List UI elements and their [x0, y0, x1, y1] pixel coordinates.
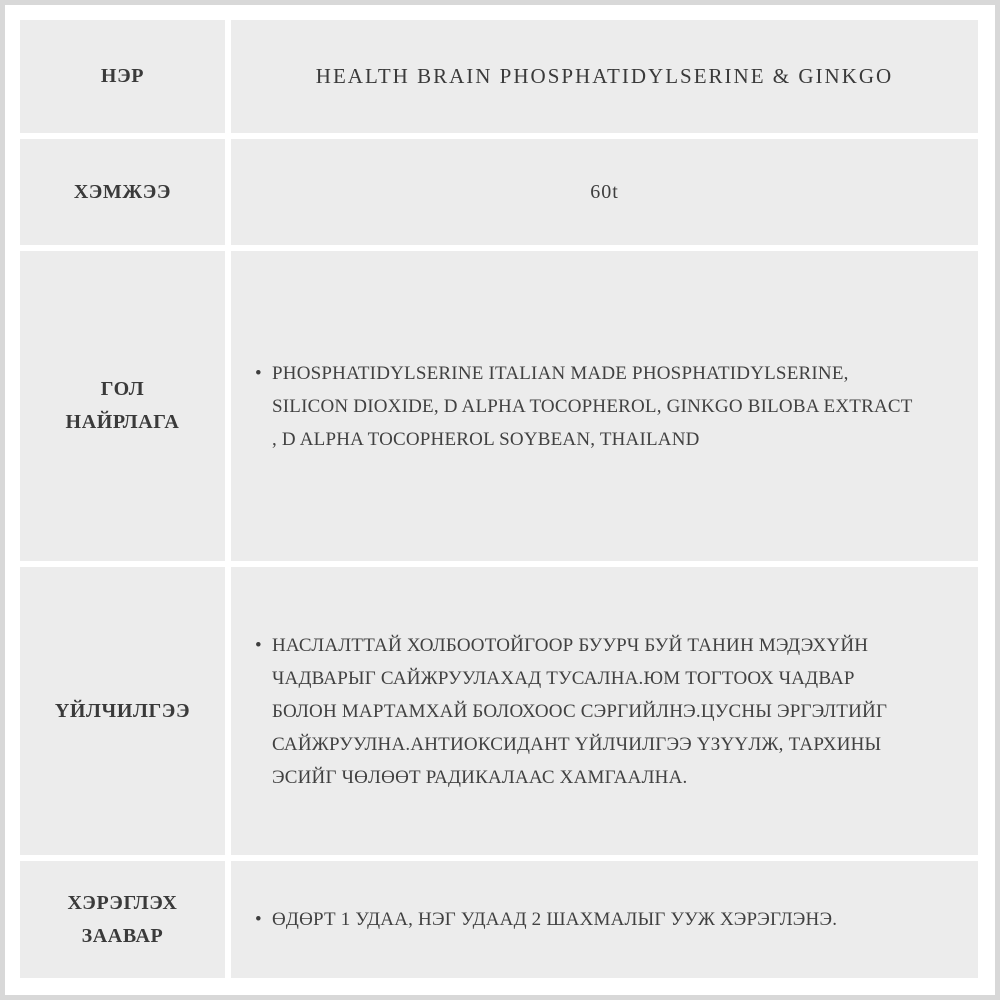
table-cell-amount-value: [231, 139, 978, 245]
row-label: ГОЛ НАЙРЛАГА: [65, 378, 180, 433]
table-cell-usage-value: [231, 861, 978, 978]
product-amount: 60t: [590, 180, 619, 203]
row-label: ХЭРЭГЛЭХ ЗААВАР: [67, 891, 178, 947]
list-item: [255, 629, 918, 794]
bullet-icon: •: [255, 909, 262, 930]
bullet-icon: •: [255, 362, 262, 384]
row-label: ХЭМЖЭЭ: [73, 180, 172, 203]
table-row-header-name: [20, 20, 225, 133]
ingredients-text: PHOSPHATIDYLSERINE ITALIAN MADE PHOSPHATIDYLSERINE, SILICON DIOXIDE, D ALPHA TOCOPHEROL, GINKGO BILOBA EXTRACT , D ALPHA TOCOPHEROL SOYBEAN, THAILAND: [272, 362, 913, 450]
table-row-header-effects: [20, 567, 225, 855]
bullet-icon: •: [255, 634, 262, 656]
row-label: ҮЙЛЧИЛГЭЭ: [54, 699, 191, 722]
product-name: HEALTH BRAIN PHOSPHATIDYLSERINE & GINKGO: [315, 64, 894, 88]
table-cell-effects-value: [231, 567, 978, 855]
table-cell-name-value: [231, 20, 978, 133]
table-cell-ingredients-value: [231, 251, 978, 561]
table-row-header-amount: [20, 139, 225, 245]
table-row-header-ingredients: [20, 251, 225, 561]
spec-table: [20, 20, 978, 978]
list-item: [255, 357, 918, 456]
list-item: [255, 903, 837, 936]
effects-text: НАСЛАЛТТАЙ ХОЛБООТОЙГООР БУУРЧ БУЙ ТАНИН МЭДЭХҮЙН ЧАДВАРЫГ САЙЖРУУЛАХАД ТУСАЛНА.ЮМ ТОГТООХ ЧАДВАР БОЛОН МАРТАМХАЙ БОЛОХООС СЭРГИЙЛНЭ.ЦУСНЫ ЭРГЭЛТИЙГ САЙЖРУУЛНА.АНТИОКСИДАНТ ҮЙЛЧИЛГЭЭ ҮЗҮҮЛЖ, ТАРХИНЫ ЭСИЙГ ЧӨЛӨӨТ РАДИКАЛААС ХАМГААЛНА.: [272, 634, 888, 788]
usage-text: ӨДӨРТ 1 УДАА, НЭГ УДААД 2 ШАХМАЛЫГ УУЖ ХЭРЭГЛЭНЭ.: [272, 909, 838, 930]
table-row-header-usage: [20, 861, 225, 978]
row-label: НЭР: [100, 65, 145, 87]
